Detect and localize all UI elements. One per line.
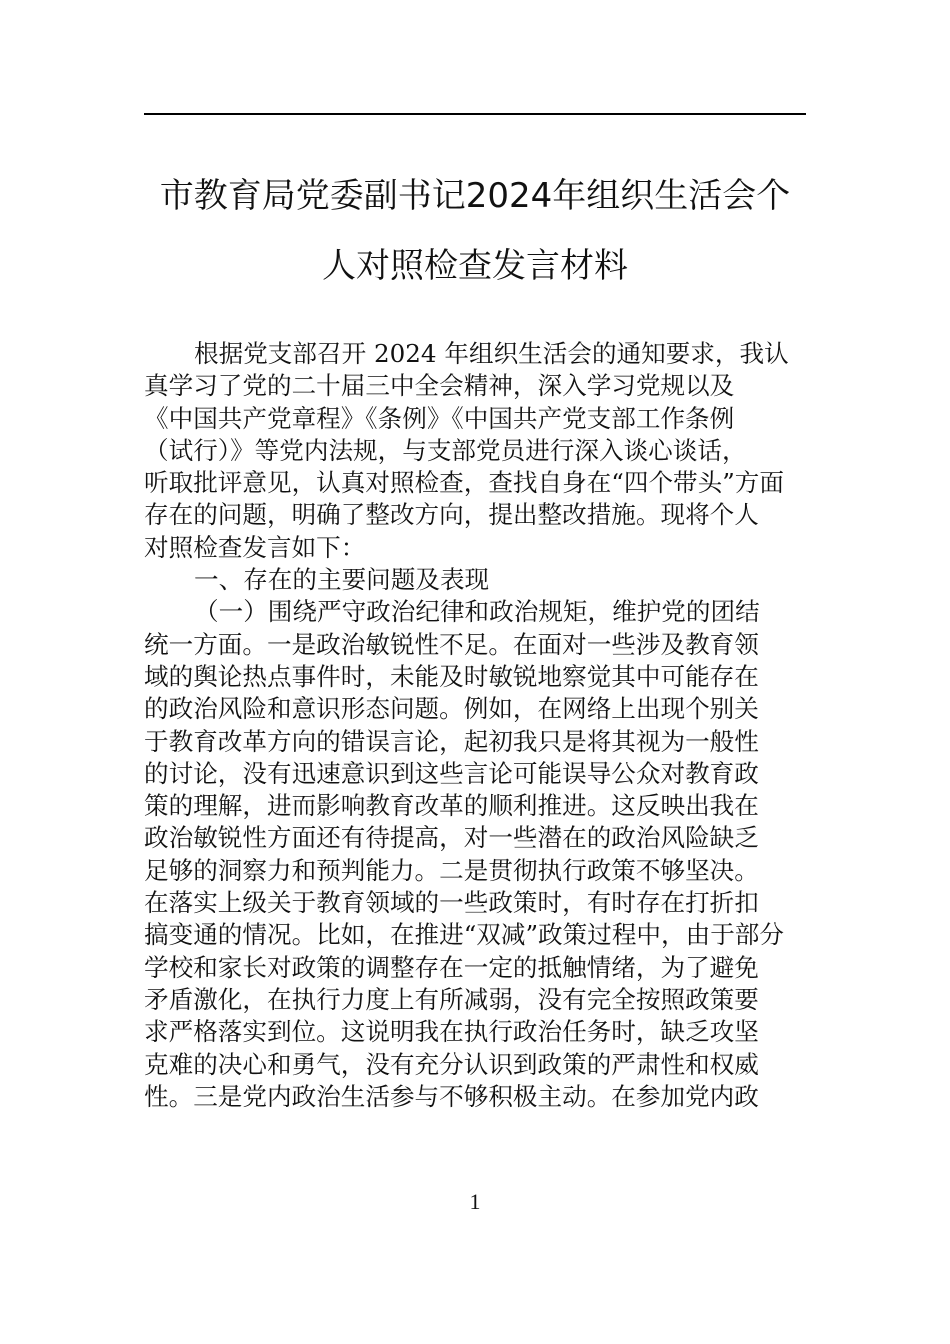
paragraph-line: 真学习了党的二十届三中全会精神，深入学习党规以及: [144, 371, 735, 401]
paragraph-line: （试行）》等党内法规，与支部党员进行深入谈心谈话，: [144, 435, 747, 465]
paragraph-line: 策的理解，进而影响教育改革的顺利推进。这反映出我在: [144, 791, 759, 821]
paragraph-line: （一）围绕严守政治纪律和政治规矩，维护党的团结: [194, 597, 760, 627]
paragraph-line: 统一方面。一是政治敏锐性不足。在面对一些涉及教育领: [144, 629, 759, 659]
paragraph-line: 《中国共产党章程》《条例》《中国共产党支部工作条例: [144, 403, 735, 433]
page-number: 1: [469, 1189, 481, 1214]
paragraph-line: 的政治风险和意识形态问题。例如，在网络上出现个别关: [144, 694, 759, 724]
header-rule: [144, 113, 806, 115]
paragraph-line: 性。三是党内政治生活参与不够积极主动。在参加党内政: [144, 1081, 759, 1111]
paragraph-line: 于教育改革方向的错误言论，起初我只是将其视为一般性: [144, 726, 759, 756]
paragraph-line: 的讨论，没有迅速意识到这些言论可能误导公众对教育政: [144, 758, 759, 788]
paragraph-line: 政治敏锐性方面还有待提高，对一些潜在的政治风险缺乏: [144, 823, 759, 853]
paragraph-line: 矛盾激化，在执行力度上有所减弱，没有完全按照政策要: [144, 984, 759, 1014]
paragraph-line: 求严格落实到位。这说明我在执行政治任务时，缺乏攻坚: [144, 1017, 759, 1047]
document-title-line-2: 人对照检查发言材料: [322, 246, 628, 286]
paragraph-line: 对照检查发言如下：: [144, 532, 366, 562]
document-body: [144, 338, 806, 1113]
paragraph-line: 学校和家长对政策的调整存在一定的抵触情绪，为了避免: [144, 952, 759, 982]
paragraph-line: 存在的问题，明确了整改方向，提出整改措施。现将个人: [144, 500, 759, 530]
section-heading: 一、存在的主要问题及表现: [194, 565, 490, 595]
paragraph-line: 搞变通的情况。比如，在推进“双减”政策过程中，由于部分: [144, 920, 784, 950]
paragraph-line: 在落实上级关于教育领域的一些政策时，有时存在打折扣: [144, 888, 759, 918]
paragraph-line: 足够的洞察力和预判能力。二是贯彻执行政策不够坚决。: [144, 855, 759, 885]
document-title-line-1: 市教育局党委副书记2024年组织生活会个: [159, 176, 791, 216]
paragraph-line: 根据党支部召开 2024 年组织生活会的通知要求，我认: [194, 339, 789, 368]
paragraph-line: 克难的决心和勇气，没有充分认识到政策的严肃性和权威: [144, 1049, 759, 1079]
paragraph-line: 域的舆论热点事件时，未能及时敏锐地察觉其中可能存在: [144, 661, 759, 691]
paragraph-line: 听取批评意见，认真对照检查，查找自身在“四个带头”方面: [144, 468, 784, 498]
